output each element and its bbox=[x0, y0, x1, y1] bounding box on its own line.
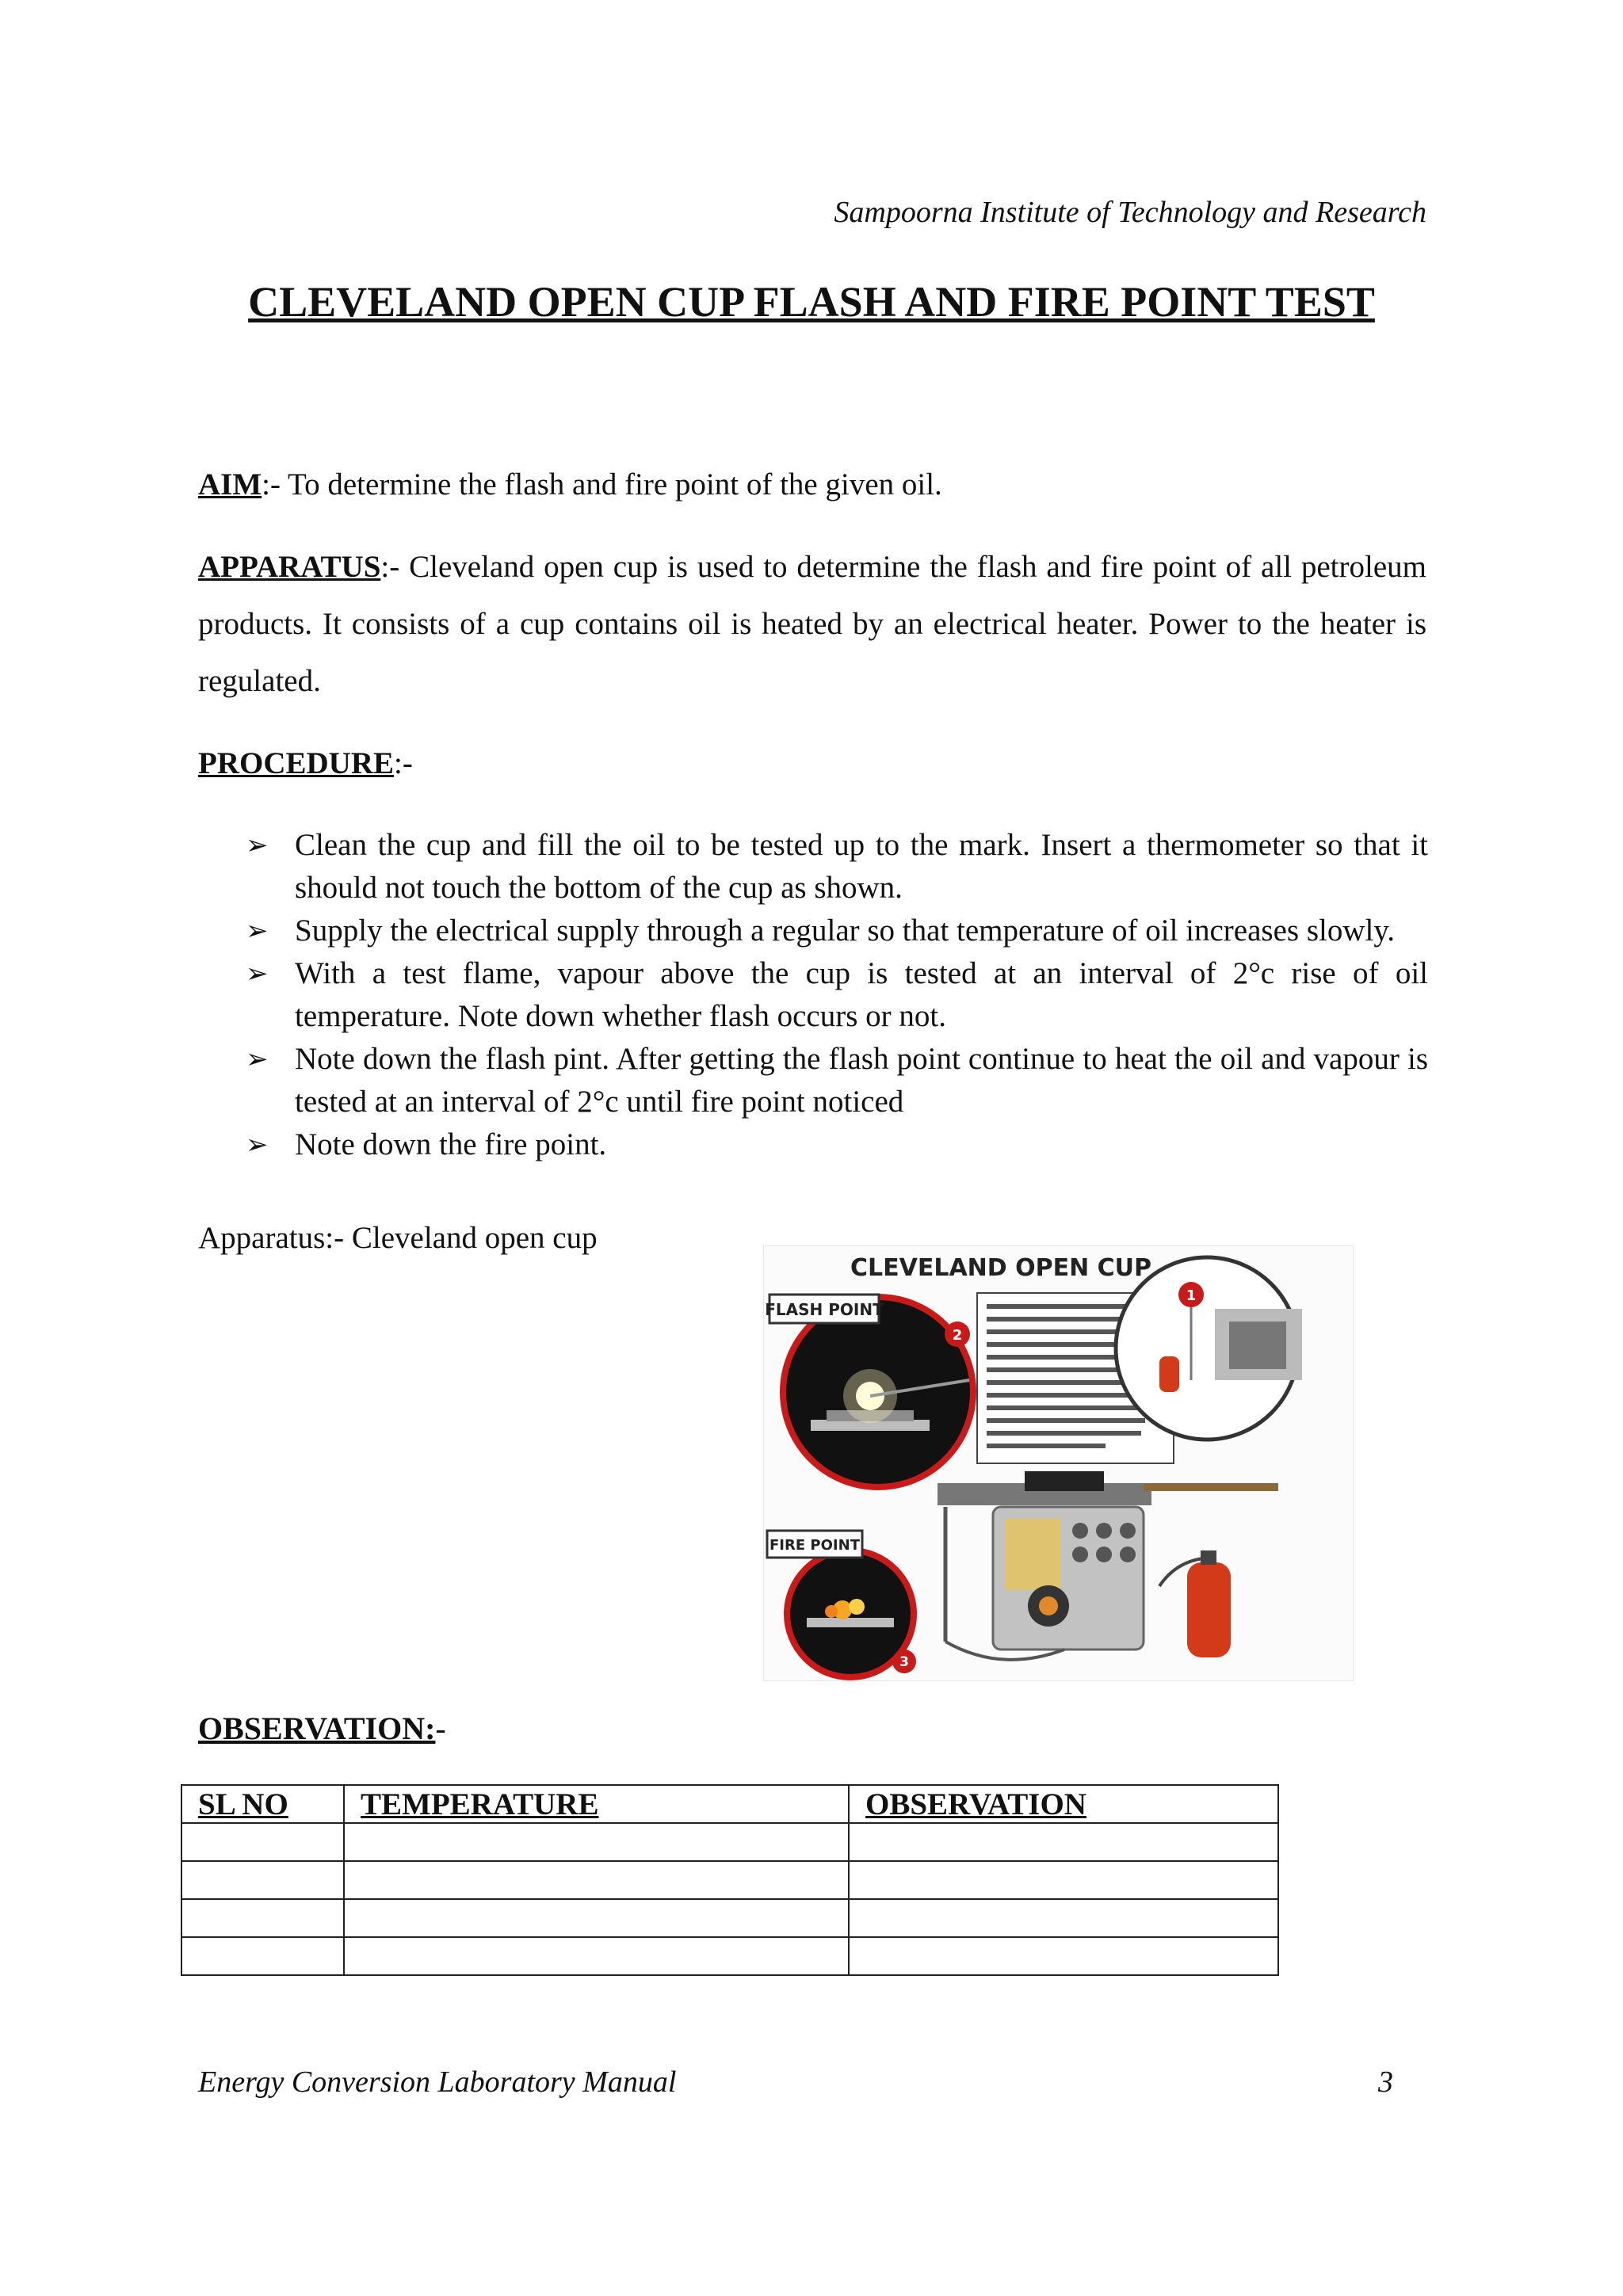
table-cell bbox=[181, 1823, 344, 1861]
apparatus-section bbox=[198, 539, 1426, 710]
institute-header: Sampoorna Institute of Technology and Research bbox=[834, 196, 1426, 229]
procedure-heading bbox=[198, 735, 1426, 792]
observation-heading bbox=[198, 1710, 446, 1747]
fire-point-label: FIRE POINT bbox=[769, 1537, 860, 1554]
procedure-step: ➢ Clean the cup and fill the oil to be tested up to the mark. Insert a thermometer so that it should not touch the bottom of the cup as shown. bbox=[246, 824, 1428, 910]
observation-table bbox=[181, 1784, 1279, 1976]
table-cell bbox=[181, 1861, 344, 1899]
table-cell bbox=[181, 1899, 344, 1937]
table-cell bbox=[849, 1823, 1278, 1861]
marker-1: 1 bbox=[1186, 1287, 1197, 1304]
procedure-steps bbox=[246, 824, 1428, 1166]
table-row bbox=[181, 1823, 1278, 1861]
table-row bbox=[181, 1899, 1278, 1937]
procedure-label: PROCEDURE bbox=[198, 746, 395, 780]
observation-label: OBSERVATION: bbox=[198, 1711, 436, 1746]
table-cell bbox=[849, 1861, 1278, 1899]
table-row bbox=[181, 1937, 1278, 1975]
aim-section bbox=[198, 456, 1426, 513]
page-number: 3 bbox=[1378, 2065, 1393, 2099]
marker-2: 2 bbox=[952, 1327, 963, 1344]
cleveland-open-cup-figure bbox=[763, 1245, 1354, 1681]
footer-manual-title: Energy Conversion Laboratory Manual bbox=[198, 2065, 677, 2099]
table-cell bbox=[344, 1823, 849, 1861]
table-row bbox=[181, 1861, 1278, 1899]
column-header: OBSERVATION bbox=[849, 1785, 1278, 1823]
table-cell bbox=[344, 1861, 849, 1899]
figure-title: CLEVELAND OPEN CUP bbox=[850, 1254, 1152, 1282]
procedure-step: ➢ Note down the fire point. bbox=[246, 1123, 1428, 1166]
thermometer-inset bbox=[1116, 1257, 1302, 1440]
marker-3: 3 bbox=[899, 1654, 909, 1670]
table-cell bbox=[344, 1899, 849, 1937]
table-cell bbox=[181, 1937, 344, 1975]
observation-suffix: - bbox=[435, 1711, 446, 1746]
procedure-suffix: :- bbox=[394, 746, 413, 780]
flash-point-label: FLASH POINT bbox=[765, 1300, 884, 1319]
procedure-step: ➢ Note down the flash pint. After getting the flash point continue to heat the oil and vapour is tested at an interval of 2°c until fire point noticed bbox=[246, 1038, 1428, 1123]
apparatus-text: :- Cleveland open cup is used to determine the flash and fire point of all petroleum products. It consists of a cup contains oil is heated by an electrical heater. Power to the heater is regulated. bbox=[198, 550, 1426, 698]
table-cell bbox=[849, 1899, 1278, 1937]
table-header-row bbox=[181, 1785, 1278, 1823]
aim-text: :- To determine the flash and fire point of the given oil. bbox=[262, 467, 942, 502]
column-header: SL NO bbox=[181, 1785, 344, 1823]
aim-label: AIM bbox=[198, 467, 262, 502]
apparatus-caption: Apparatus:- Cleveland open cup bbox=[198, 1221, 598, 1255]
procedure-step: ➢ Supply the electrical supply through a regular so that temperature of oil increases slowly. bbox=[246, 910, 1428, 952]
table-cell bbox=[344, 1937, 849, 1975]
page-title: CLEVELAND OPEN CUP FLASH AND FIRE POINT TEST bbox=[248, 278, 1375, 326]
apparatus-label: APPARATUS bbox=[198, 550, 381, 584]
table-cell bbox=[849, 1937, 1278, 1975]
procedure-step: ➢ With a test flame, vapour above the cup is tested at an interval of 2°c rise of oil temperature. Note down whether flash occurs or not. bbox=[246, 952, 1428, 1038]
column-header: TEMPERATURE bbox=[344, 1785, 849, 1823]
